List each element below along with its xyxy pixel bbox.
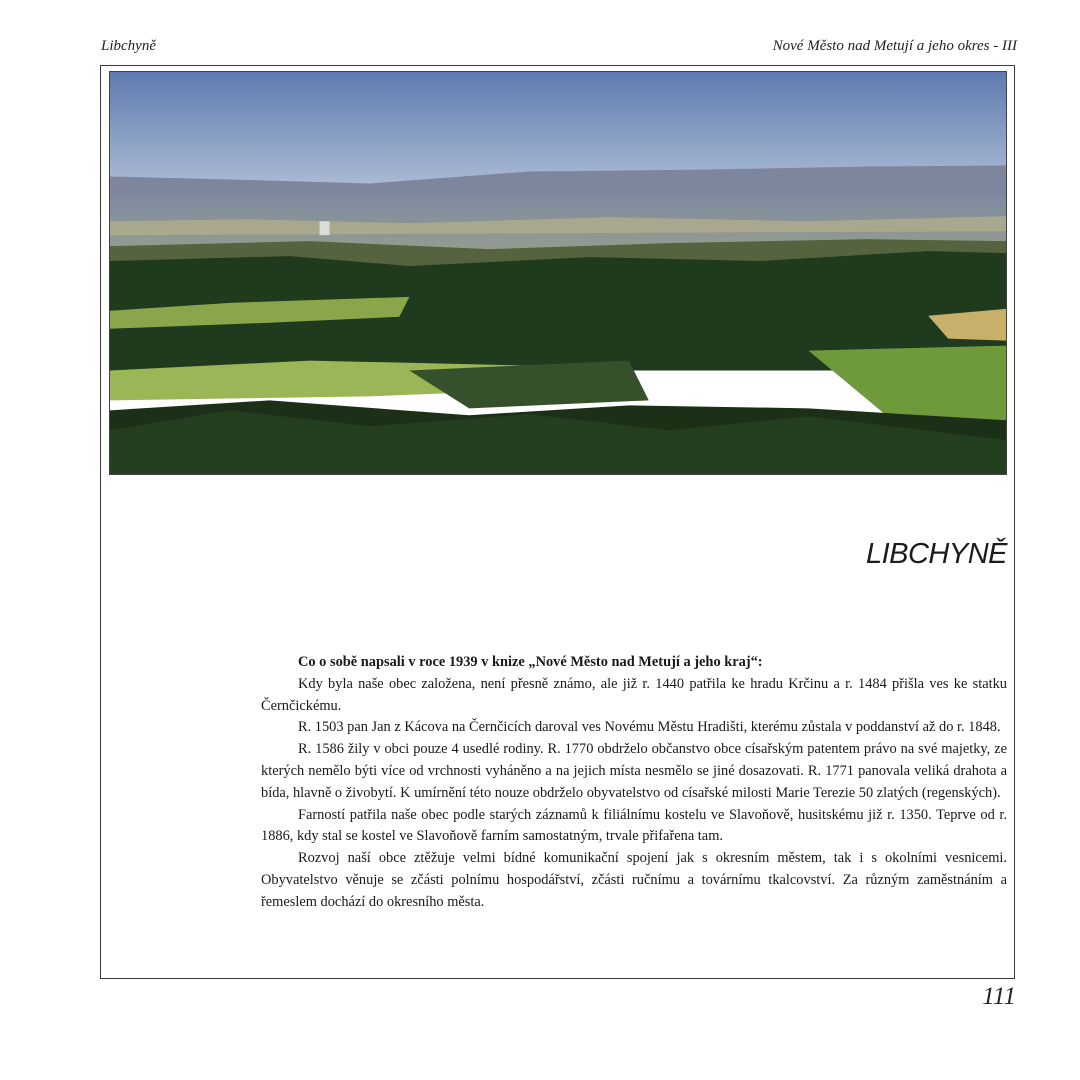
paragraph: R. 1503 pan Jan z Kácova na Černčicích daroval ves Novému Městu Hradišti, kterému zůstala v poddanství až do r. 1848. (298, 719, 1001, 736)
paragraph: Rozvoj naší obce ztěžuje velmi bídné komunikační spojení jak s okresním městem, tak i s okolními vesnicemi. Obyvatelstvo věnuje se zčásti polnímu hospodářství, zčásti ručnímu a továrnímu tkalcovství. Za různým zaměstnáním a řemeslem dochází do okresního města. (261, 850, 1007, 910)
paragraph: Farností patřila naše obec podle starých záznamů k filiálnímu kostelu ve Slavoňově, husitskému již r. 1350. Teprve od r. 1886, kdy stal se kostel ve Slavoňově farním samostatným, trvale přifařena tam. (261, 806, 1007, 845)
paragraph: R. 1586 žily v obci pouze 4 usedlé rodiny. R. 1770 obdrželo občanstvo obce císařským patentem právo na své majetky, ze kterých nemělo býti více od vrchnosti vyháněno a na jejich místa nesmělo se jiné dosazovati. R. 1771 panovala veliká drahota a bída, hlavně o živobytí. K umírnění této nouze obdrželo obyvatelstvo od císařské milosti Marie Terezie 50 zlatých (regenských). (261, 741, 1007, 801)
distant-tower (320, 221, 330, 235)
landscape-illustration (110, 72, 1006, 474)
landscape-photo (109, 71, 1007, 475)
page-number: 111 (982, 983, 1016, 1010)
page-title: LIBCHYNĚ (865, 538, 1007, 570)
running-header-left: Libchyně (101, 38, 156, 54)
paragraph: Kdy byla naše obec založena, není přesně známo, ale již r. 1440 patřila ke hradu Krčinu a r. 1484 přišla ves ke statku Černčickému. (261, 675, 1007, 714)
body-text (261, 652, 1007, 914)
running-header-right: Nové Město nad Metují a jeho okres - III (772, 38, 1017, 54)
lead-paragraph: Co o sobě napsali v roce 1939 v knize „Nové Město nad Metují a jeho kraj“: (298, 654, 763, 670)
